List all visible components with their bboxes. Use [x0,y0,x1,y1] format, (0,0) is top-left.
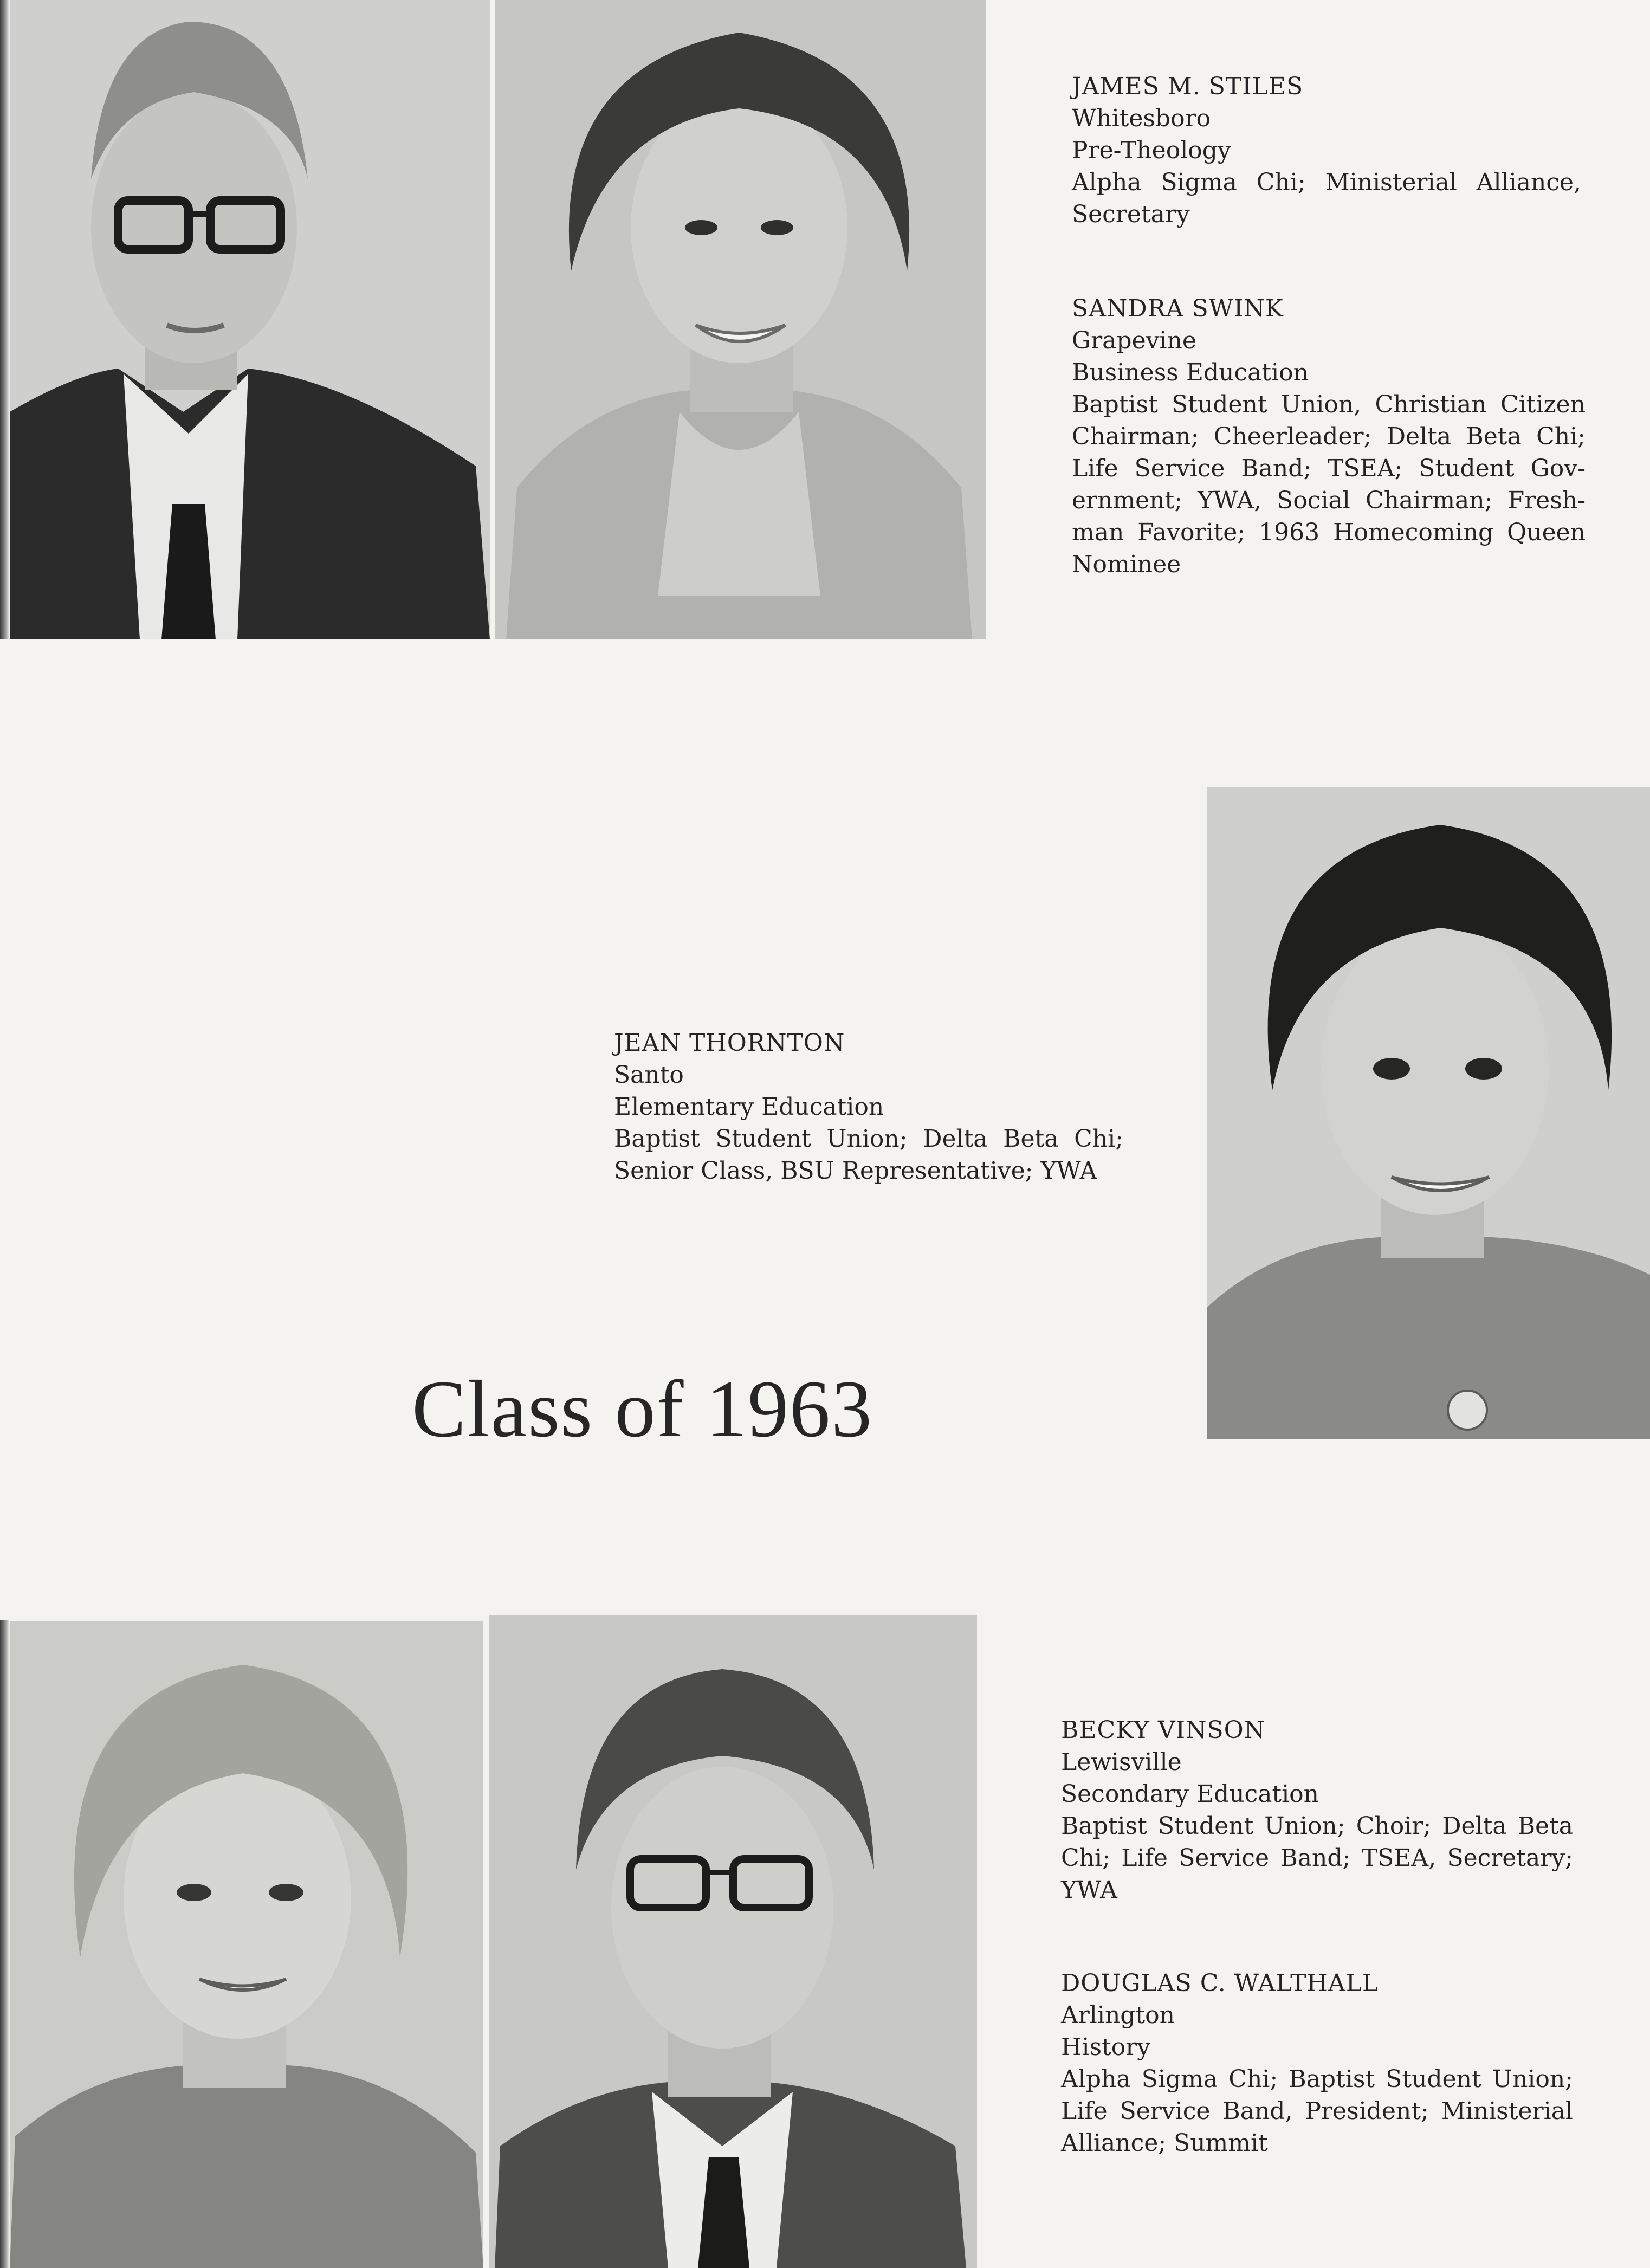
student-activities-line: Baptist Student Union, Christian Citizen [1072,391,1586,418]
student-hometown: Arlington [1061,2001,1175,2029]
student-activities-line: Senior Class, BSU Representative; YWA [614,1157,1097,1185]
portrait-sandra-swink [495,0,986,639]
bio-becky-vinson [1061,1714,1573,1906]
student-activities-line: YWA [1061,1876,1117,1904]
student-hometown: Grapevine [1072,327,1196,354]
student-activities-line: Alpha Sigma Chi; Baptist Student Union; [1061,2065,1573,2093]
student-name: DOUGLAS C. WALTHALL [1061,1969,1379,1997]
student-name: JEAN THORNTON [614,1029,845,1057]
binding-shadow-top [0,0,10,639]
student-major: Pre-Theology [1072,137,1231,164]
student-activities-line: Chairman; Cheerleader; Delta Beta Chi; [1072,423,1586,450]
student-major: Secondary Education [1061,1780,1319,1808]
student-activities-line: Nominee [1072,551,1181,578]
bio-jean-thornton [614,1027,1123,1187]
student-activities-line: Alliance; Summit [1061,2129,1268,2157]
page-heading: Class of 1963 [412,1364,873,1454]
binding-shadow-bottom [0,1620,10,2268]
student-name: JAMES M. STILES [1072,73,1304,100]
student-hometown: Whitesboro [1072,105,1211,132]
student-activities-line: Secretary [1072,201,1190,228]
student-activities-line: Baptist Student Union; Choir; Delta Beta [1061,1812,1573,1840]
student-hometown: Lewisville [1061,1748,1182,1776]
student-name: BECKY VINSON [1061,1716,1266,1744]
student-activities-line: ernment; YWA, Social Chairman; Fresh- [1072,487,1586,514]
student-activities-line: Life Service Band, President; Ministerial [1061,2097,1573,2125]
student-activities-line: Baptist Student Union; Delta Beta Chi; [614,1125,1123,1153]
bio-james-stiles [1072,70,1581,230]
student-hometown: Santo [614,1061,684,1089]
portrait-douglas-walthall [489,1615,977,2268]
portrait-james-stiles [10,0,490,639]
student-activities-line: Chi; Life Service Band; TSEA, Secretary; [1061,1844,1573,1872]
student-major: Business Education [1072,359,1309,386]
portrait-becky-vinson [10,1621,483,2268]
bio-sandra-swink [1072,293,1586,580]
student-activities-line: man Favorite; 1963 Homecoming Queen [1072,519,1586,546]
student-major: History [1061,2033,1151,2061]
student-major: Elementary Education [614,1093,884,1121]
student-activities-line: Alpha Sigma Chi; Ministerial Alliance, [1072,169,1581,196]
student-activities-line: Life Service Band; TSEA; Student Gov- [1072,455,1586,482]
student-name: SANDRA SWINK [1072,295,1284,322]
bio-douglas-walthall [1061,1967,1573,2159]
portrait-jean-thornton [1207,787,1650,1439]
